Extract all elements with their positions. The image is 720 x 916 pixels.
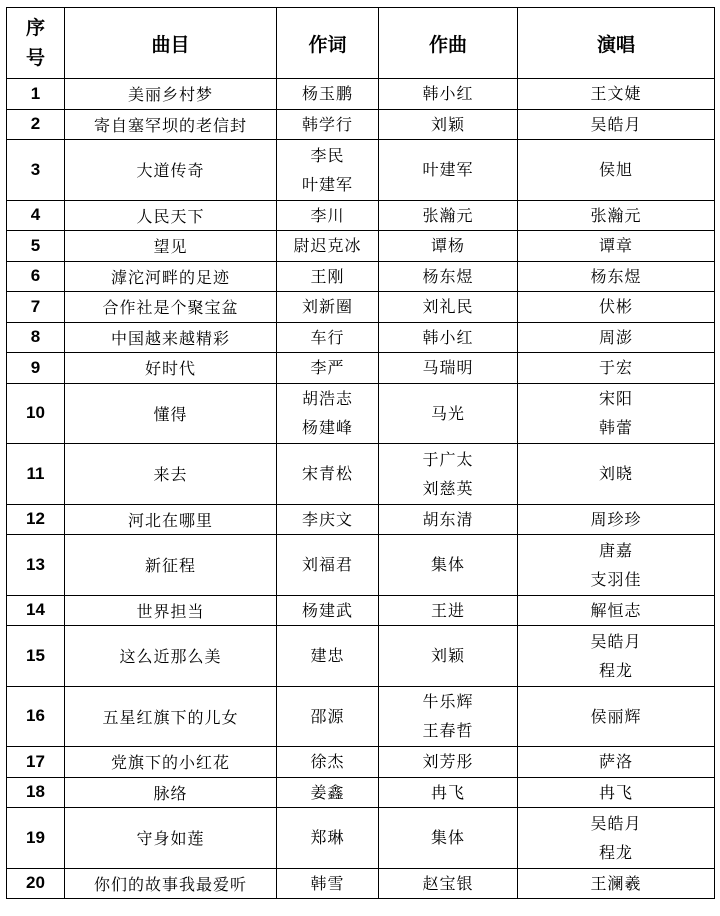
row-number: 9 (7, 353, 65, 384)
song-lyricist (277, 626, 379, 687)
song-table (6, 7, 715, 899)
singer-name: 吴皓月 (590, 631, 642, 651)
singer-name: 刘晓 (598, 464, 633, 484)
song-lyricist (277, 868, 379, 899)
song-lyricist (277, 292, 379, 323)
row-number: 5 (7, 231, 65, 262)
song-lyricist (277, 109, 379, 140)
song-title: 寄自塞罕坝的老信封 (65, 109, 277, 140)
row-number: 10 (7, 383, 65, 444)
lyricist-name: 韩雪 (310, 873, 345, 893)
row-number: 15 (7, 626, 65, 687)
table-row (7, 79, 715, 110)
song-title: 合作社是个聚宝盆 (65, 292, 277, 323)
song-lyricist (277, 747, 379, 778)
song-singer (518, 777, 715, 808)
row-number: 20 (7, 868, 65, 899)
lyricist-name: 杨建武 (301, 600, 353, 620)
singer-name: 杨东煜 (590, 266, 642, 286)
row-number: 4 (7, 200, 65, 231)
singer-name: 韩蕾 (598, 418, 633, 438)
lyricist-name: 杨玉鹏 (301, 84, 353, 104)
composer-name: 胡东清 (422, 509, 474, 529)
lyricist-name: 李庆文 (301, 509, 353, 529)
song-title: 懂得 (65, 383, 277, 444)
table-row (7, 808, 715, 869)
song-lyricist (277, 504, 379, 535)
singer-name: 于宏 (598, 358, 633, 378)
song-singer (518, 353, 715, 384)
lyricist-name: 韩学行 (301, 114, 353, 134)
table-row (7, 200, 715, 231)
row-number: 1 (7, 79, 65, 110)
row-number: 13 (7, 535, 65, 596)
song-composer (379, 777, 518, 808)
singer-name: 伏彬 (598, 297, 633, 317)
song-composer (379, 79, 518, 110)
table-row (7, 747, 715, 778)
table-row (7, 686, 715, 747)
lyricist-name: 叶建军 (301, 174, 353, 194)
song-singer (518, 200, 715, 231)
song-singer (518, 626, 715, 687)
song-singer (518, 504, 715, 535)
song-title: 世界担当 (65, 595, 277, 626)
composer-name: 刘慈英 (422, 478, 474, 498)
singer-name: 侯旭 (598, 160, 633, 180)
table-row (7, 261, 715, 292)
table-row (7, 868, 715, 899)
row-number: 19 (7, 808, 65, 869)
song-singer (518, 292, 715, 323)
song-lyricist (277, 353, 379, 384)
song-lyricist (277, 535, 379, 596)
song-singer (518, 747, 715, 778)
header-singer: 演唱 (518, 8, 715, 79)
header-seq-line: 序 (25, 17, 45, 39)
header-seq-line: 号 (25, 47, 45, 69)
song-composer (379, 292, 518, 323)
composer-name: 牛乐辉 (422, 692, 474, 712)
song-lyricist (277, 808, 379, 869)
table-row (7, 626, 715, 687)
row-number: 11 (7, 444, 65, 505)
row-number: 16 (7, 686, 65, 747)
song-title: 新征程 (65, 535, 277, 596)
song-composer (379, 322, 518, 353)
song-title: 美丽乡村梦 (65, 79, 277, 110)
song-singer (518, 444, 715, 505)
lyricist-name: 李严 (310, 358, 345, 378)
row-number: 18 (7, 777, 65, 808)
composer-name: 赵宝银 (422, 873, 474, 893)
lyricist-name: 姜鑫 (310, 782, 345, 802)
lyricist-name: 建忠 (310, 646, 345, 666)
singer-name: 程龙 (598, 660, 633, 680)
song-singer (518, 808, 715, 869)
table-row (7, 109, 715, 140)
song-lyricist (277, 595, 379, 626)
song-composer (379, 231, 518, 262)
song-composer (379, 868, 518, 899)
composer-name: 刘礼民 (422, 297, 474, 317)
header-row (7, 8, 715, 79)
singer-name: 谭章 (598, 236, 633, 256)
song-title: 好时代 (65, 353, 277, 384)
lyricist-name: 杨建峰 (301, 418, 353, 438)
song-title: 人民天下 (65, 200, 277, 231)
composer-name: 王春哲 (422, 721, 474, 741)
row-number: 12 (7, 504, 65, 535)
row-number: 3 (7, 140, 65, 201)
singer-name: 王文婕 (590, 84, 642, 104)
song-lyricist (277, 383, 379, 444)
song-lyricist (277, 79, 379, 110)
song-singer (518, 109, 715, 140)
table-row (7, 383, 715, 444)
row-number: 8 (7, 322, 65, 353)
song-title: 来去 (65, 444, 277, 505)
lyricist-name: 李川 (310, 205, 345, 225)
header-composer: 作曲 (379, 8, 518, 79)
composer-name: 张瀚元 (422, 205, 474, 225)
row-number: 17 (7, 747, 65, 778)
composer-name: 杨东煜 (422, 266, 474, 286)
composer-name: 韩小红 (422, 84, 474, 104)
singer-name: 吴皓月 (590, 813, 642, 833)
table-row (7, 231, 715, 262)
table-row (7, 292, 715, 323)
lyricist-name: 王刚 (310, 266, 345, 286)
composer-name: 谭杨 (430, 236, 465, 256)
lyricist-name: 刘福君 (301, 555, 353, 575)
table-row (7, 777, 715, 808)
song-composer (379, 626, 518, 687)
song-lyricist (277, 200, 379, 231)
composer-name: 王进 (430, 600, 465, 620)
table-row (7, 444, 715, 505)
song-composer (379, 535, 518, 596)
song-title: 河北在哪里 (65, 504, 277, 535)
composer-name: 韩小红 (422, 327, 474, 347)
header-lyricist: 作词 (277, 8, 379, 79)
song-title: 中国越来越精彩 (65, 322, 277, 353)
song-title: 五星红旗下的儿女 (65, 686, 277, 747)
table-row (7, 595, 715, 626)
composer-name: 集体 (430, 828, 465, 848)
song-composer (379, 686, 518, 747)
song-composer (379, 109, 518, 140)
song-title: 你们的故事我最爱听 (65, 868, 277, 899)
song-lyricist (277, 140, 379, 201)
song-title: 大道传奇 (65, 140, 277, 201)
song-composer (379, 504, 518, 535)
song-title: 守身如莲 (65, 808, 277, 869)
lyricist-name: 尉迟克冰 (293, 236, 362, 256)
header-seq (7, 8, 65, 79)
singer-name: 萨洛 (598, 752, 633, 772)
song-singer (518, 231, 715, 262)
song-singer (518, 322, 715, 353)
row-number: 14 (7, 595, 65, 626)
composer-name: 叶建军 (422, 160, 474, 180)
header-title: 曲目 (65, 8, 277, 79)
song-singer (518, 140, 715, 201)
song-composer (379, 747, 518, 778)
singer-name: 张瀚元 (590, 205, 642, 225)
song-lyricist (277, 444, 379, 505)
singer-name: 唐嘉 (598, 540, 633, 560)
song-lyricist (277, 322, 379, 353)
row-number: 6 (7, 261, 65, 292)
song-lyricist (277, 777, 379, 808)
lyricist-name: 刘新圈 (301, 297, 353, 317)
song-lyricist (277, 261, 379, 292)
row-number: 7 (7, 292, 65, 323)
song-composer (379, 444, 518, 505)
lyricist-name: 宋青松 (301, 464, 353, 484)
singer-name: 侯丽辉 (590, 706, 642, 726)
song-composer (379, 808, 518, 869)
composer-name: 于广太 (422, 449, 474, 469)
lyricist-name: 徐杰 (310, 752, 345, 772)
song-lyricist (277, 231, 379, 262)
row-number: 2 (7, 109, 65, 140)
song-singer (518, 261, 715, 292)
composer-name: 刘颖 (430, 114, 465, 134)
song-title: 脉络 (65, 777, 277, 808)
song-composer (379, 261, 518, 292)
table-row (7, 353, 715, 384)
song-title: 党旗下的小红花 (65, 747, 277, 778)
lyricist-name: 邵源 (310, 706, 345, 726)
song-composer (379, 353, 518, 384)
song-composer (379, 200, 518, 231)
song-singer (518, 535, 715, 596)
lyricist-name: 郑琳 (310, 828, 345, 848)
singer-name: 冉飞 (598, 782, 633, 802)
song-singer (518, 868, 715, 899)
composer-name: 刘颖 (430, 646, 465, 666)
table-row (7, 504, 715, 535)
song-composer (379, 595, 518, 626)
song-singer (518, 79, 715, 110)
song-title: 这么近那么美 (65, 626, 277, 687)
table-row (7, 535, 715, 596)
song-singer (518, 686, 715, 747)
singer-name: 解恒志 (590, 600, 642, 620)
singer-name: 程龙 (598, 842, 633, 862)
singer-name: 宋阳 (598, 389, 633, 409)
lyricist-name: 胡浩志 (301, 389, 353, 409)
singer-name: 周珍珍 (590, 509, 642, 529)
composer-name: 刘芳彤 (422, 752, 474, 772)
composer-name: 冉飞 (430, 782, 465, 802)
composer-name: 集体 (430, 555, 465, 575)
song-composer (379, 140, 518, 201)
table-row (7, 140, 715, 201)
composer-name: 马瑞明 (422, 358, 474, 378)
song-table-body (7, 79, 715, 899)
singer-name: 吴皓月 (590, 114, 642, 134)
singer-name: 王澜羲 (590, 873, 642, 893)
song-singer (518, 383, 715, 444)
song-composer (379, 383, 518, 444)
song-singer (518, 595, 715, 626)
lyricist-name: 车行 (310, 327, 345, 347)
singer-name: 周澎 (598, 327, 633, 347)
composer-name: 马光 (430, 403, 465, 423)
song-lyricist (277, 686, 379, 747)
singer-name: 支羽佳 (590, 569, 642, 589)
table-row (7, 322, 715, 353)
lyricist-name: 李民 (310, 145, 345, 165)
song-title: 望见 (65, 231, 277, 262)
song-title: 滹沱河畔的足迹 (65, 261, 277, 292)
